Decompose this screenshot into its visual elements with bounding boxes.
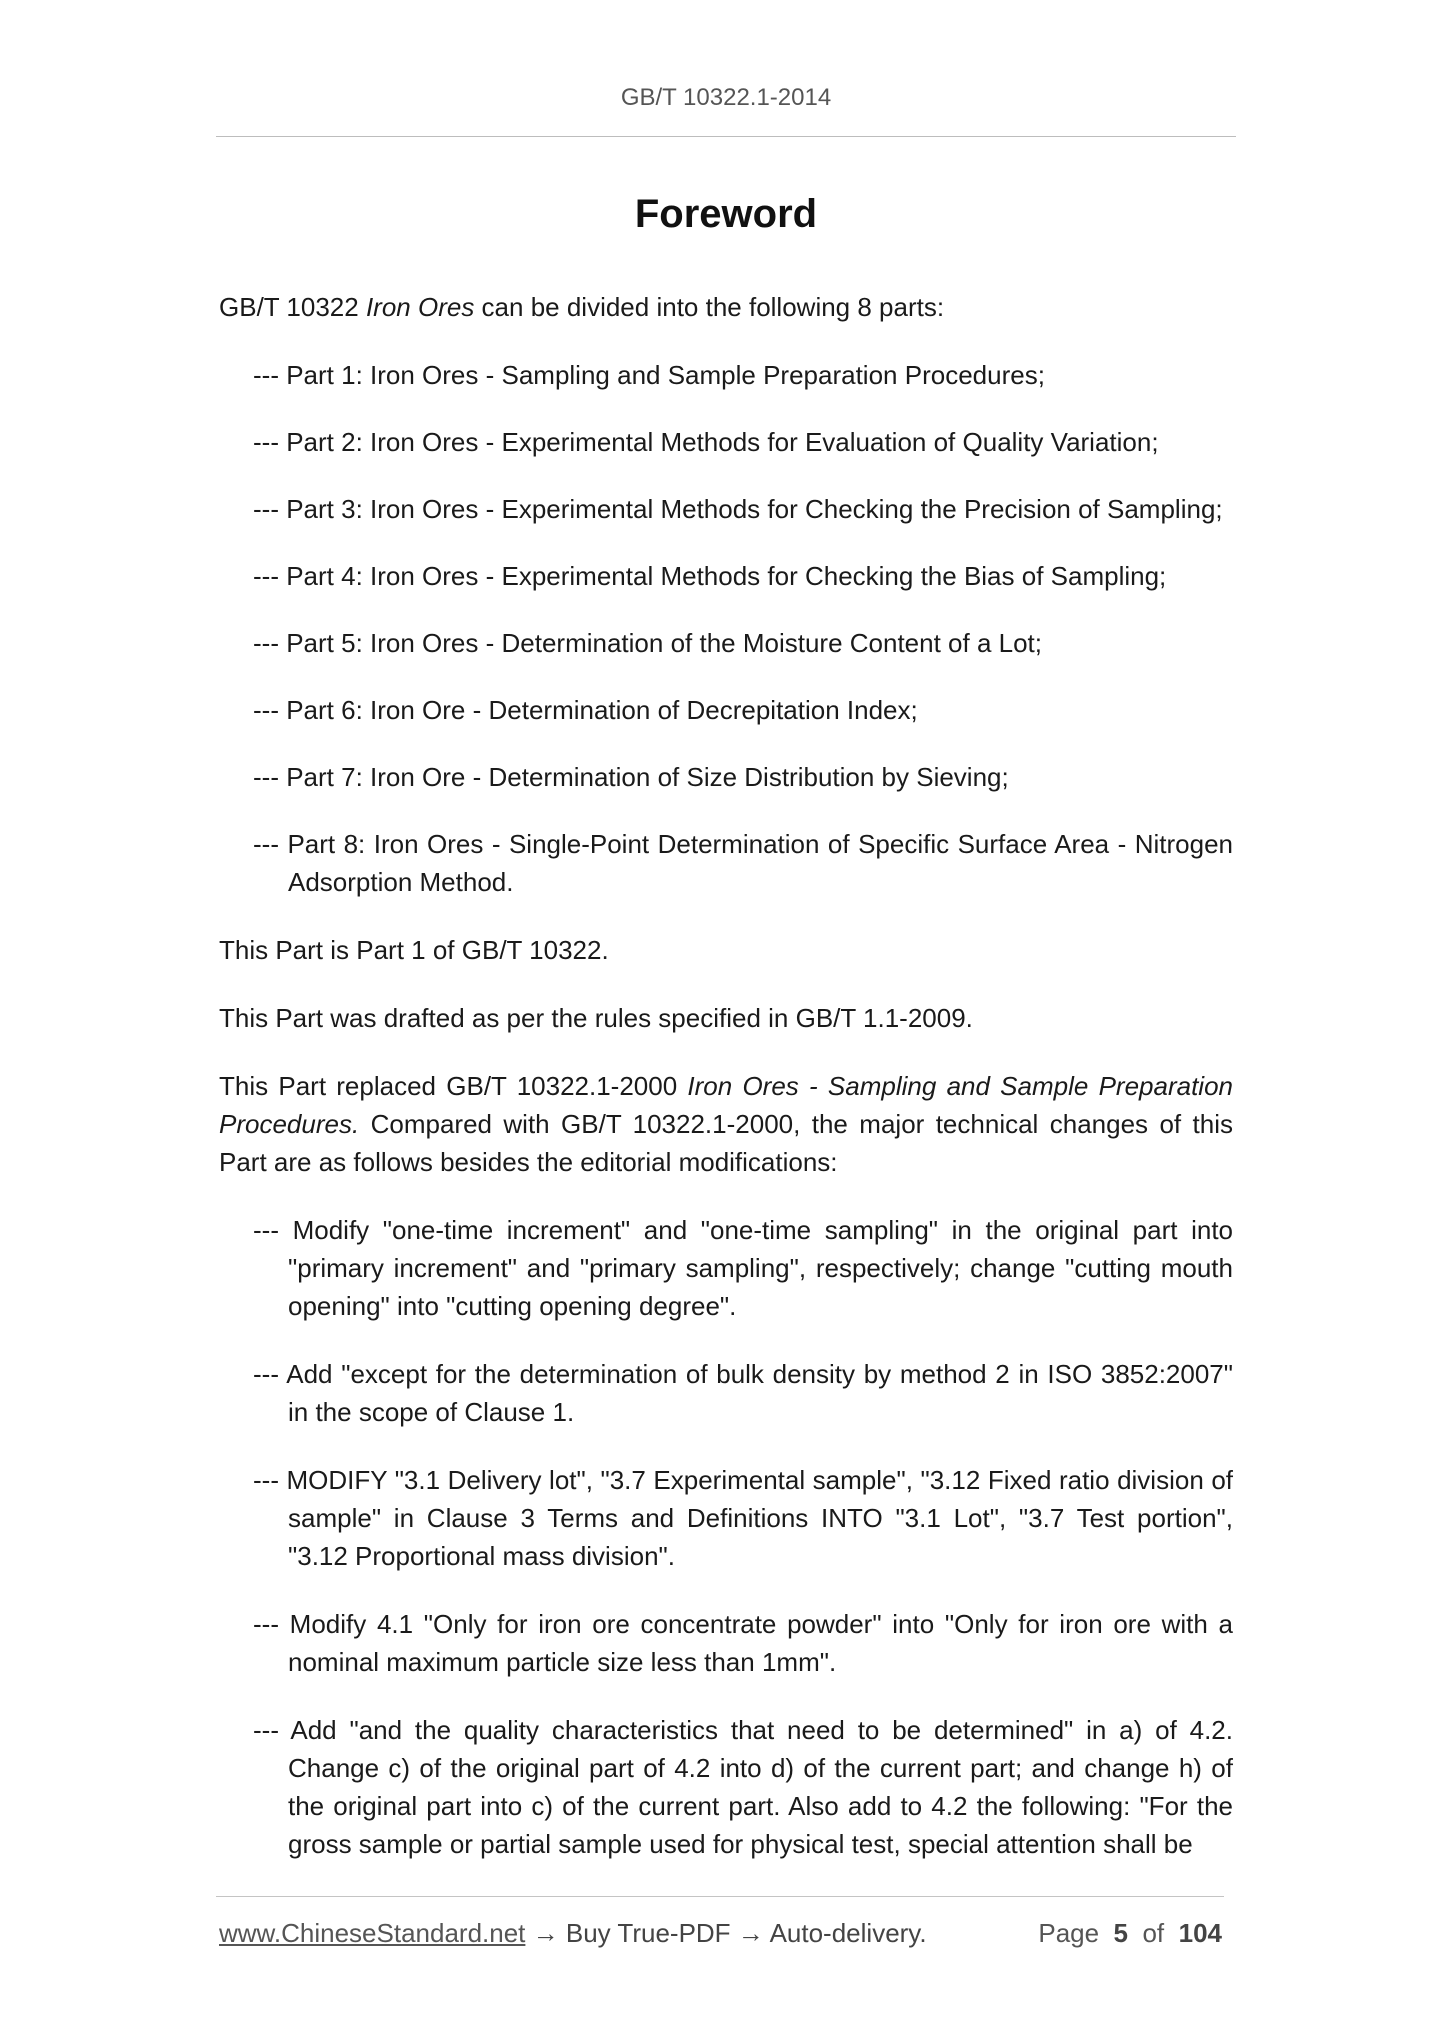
list-item: --- Part 2: Iron Ores - Experimental Methods for Evaluation of Quality Variation; <box>253 427 1159 457</box>
page-total: 104 <box>1178 1918 1222 1948</box>
statement-paragraph: This Part is Part 1 of GB/T 10322. <box>219 935 609 965</box>
list-item: --- Part 8: Iron Ores - Single-Point Determination of Specific Surface Area - Nitrogen Adsorption Method. <box>253 829 1233 897</box>
document-header: GB/T 10322.1-2014 <box>620 84 832 111</box>
list-item: --- Modify "one-time increment" and "one-time sampling" in the original part into "primary increment" and "primary sampling", respectively; change "cutting mouth opening" into "cutting opening degree". <box>253 1215 1234 1321</box>
page-indicator: Page 5 of 104 <box>1038 1918 1222 1948</box>
header-divider <box>216 136 1236 137</box>
list-item: --- Part 4: Iron Ores - Experimental Methods for Checking the Bias of Sampling; <box>253 561 1167 591</box>
list-item: --- Add "except for the determination of bulk density by method 2 in ISO 3852:2007" in the scope of Clause 1. <box>253 1359 1233 1427</box>
list-item: --- Part 3: Iron Ores - Experimental Methods for Checking the Precision of Sampling; <box>253 494 1223 524</box>
page-body <box>219 288 1233 1893</box>
list-item: --- Part 6: Iron Ore - Determination of Decrepitation Index; <box>253 695 918 725</box>
replacement-paragraph: This Part replaced GB/T 10322.1-2000 Iron Ores - Sampling and Sample Preparation Procedures. Compared with GB/T 10322.1-2000, the major technical changes of this Part are as follows besides the editorial modifications: <box>219 1071 1233 1177</box>
list-item: --- Add "and the quality characteristics that need to be determined" in a) of 4.2. Change c) of the original part of 4.2 into d) of the current part; and change h) of the original part into c) of the current part. Also add to 4.2 the following: "For the gross sample or partial sample used for physical test, special attention shall be <box>253 1715 1233 1859</box>
changes-list <box>219 1211 1233 1863</box>
page-number: 5 <box>1113 1918 1129 1948</box>
parts-list <box>219 356 1233 901</box>
footer-divider <box>216 1896 1224 1897</box>
list-item: --- Part 1: Iron Ores - Sampling and Sample Preparation Procedures; <box>253 360 1045 390</box>
statement-paragraph: This Part was drafted as per the rules specified in GB/T 1.1-2009. <box>219 1003 973 1033</box>
footer-link-group <box>219 1918 927 1949</box>
page-title: Foreword <box>634 192 818 236</box>
list-item: --- Part 7: Iron Ore - Determination of Size Distribution by Sieving; <box>253 762 1009 792</box>
list-item: --- Modify 4.1 "Only for iron ore concentrate powder" into "Only for iron ore with a nominal maximum particle size less than 1mm". <box>253 1609 1233 1677</box>
footer-tagline: → Buy True-PDF → Auto-delivery. <box>525 1918 927 1948</box>
list-item: --- MODIFY "3.1 Delivery lot", "3.7 Experimental sample", "3.12 Fixed ratio division of sample" in Clause 3 Terms and Definitions INTO "3.1 Lot", "3.7 Test portion", "3.12 Proportional mass division". <box>253 1465 1233 1571</box>
website-link[interactable]: www.ChineseStandard.net <box>219 1918 526 1948</box>
list-item: --- Part 5: Iron Ores - Determination of the Moisture Content of a Lot; <box>253 628 1043 658</box>
intro-paragraph: GB/T 10322 Iron Ores can be divided into the following 8 parts: <box>219 292 945 322</box>
